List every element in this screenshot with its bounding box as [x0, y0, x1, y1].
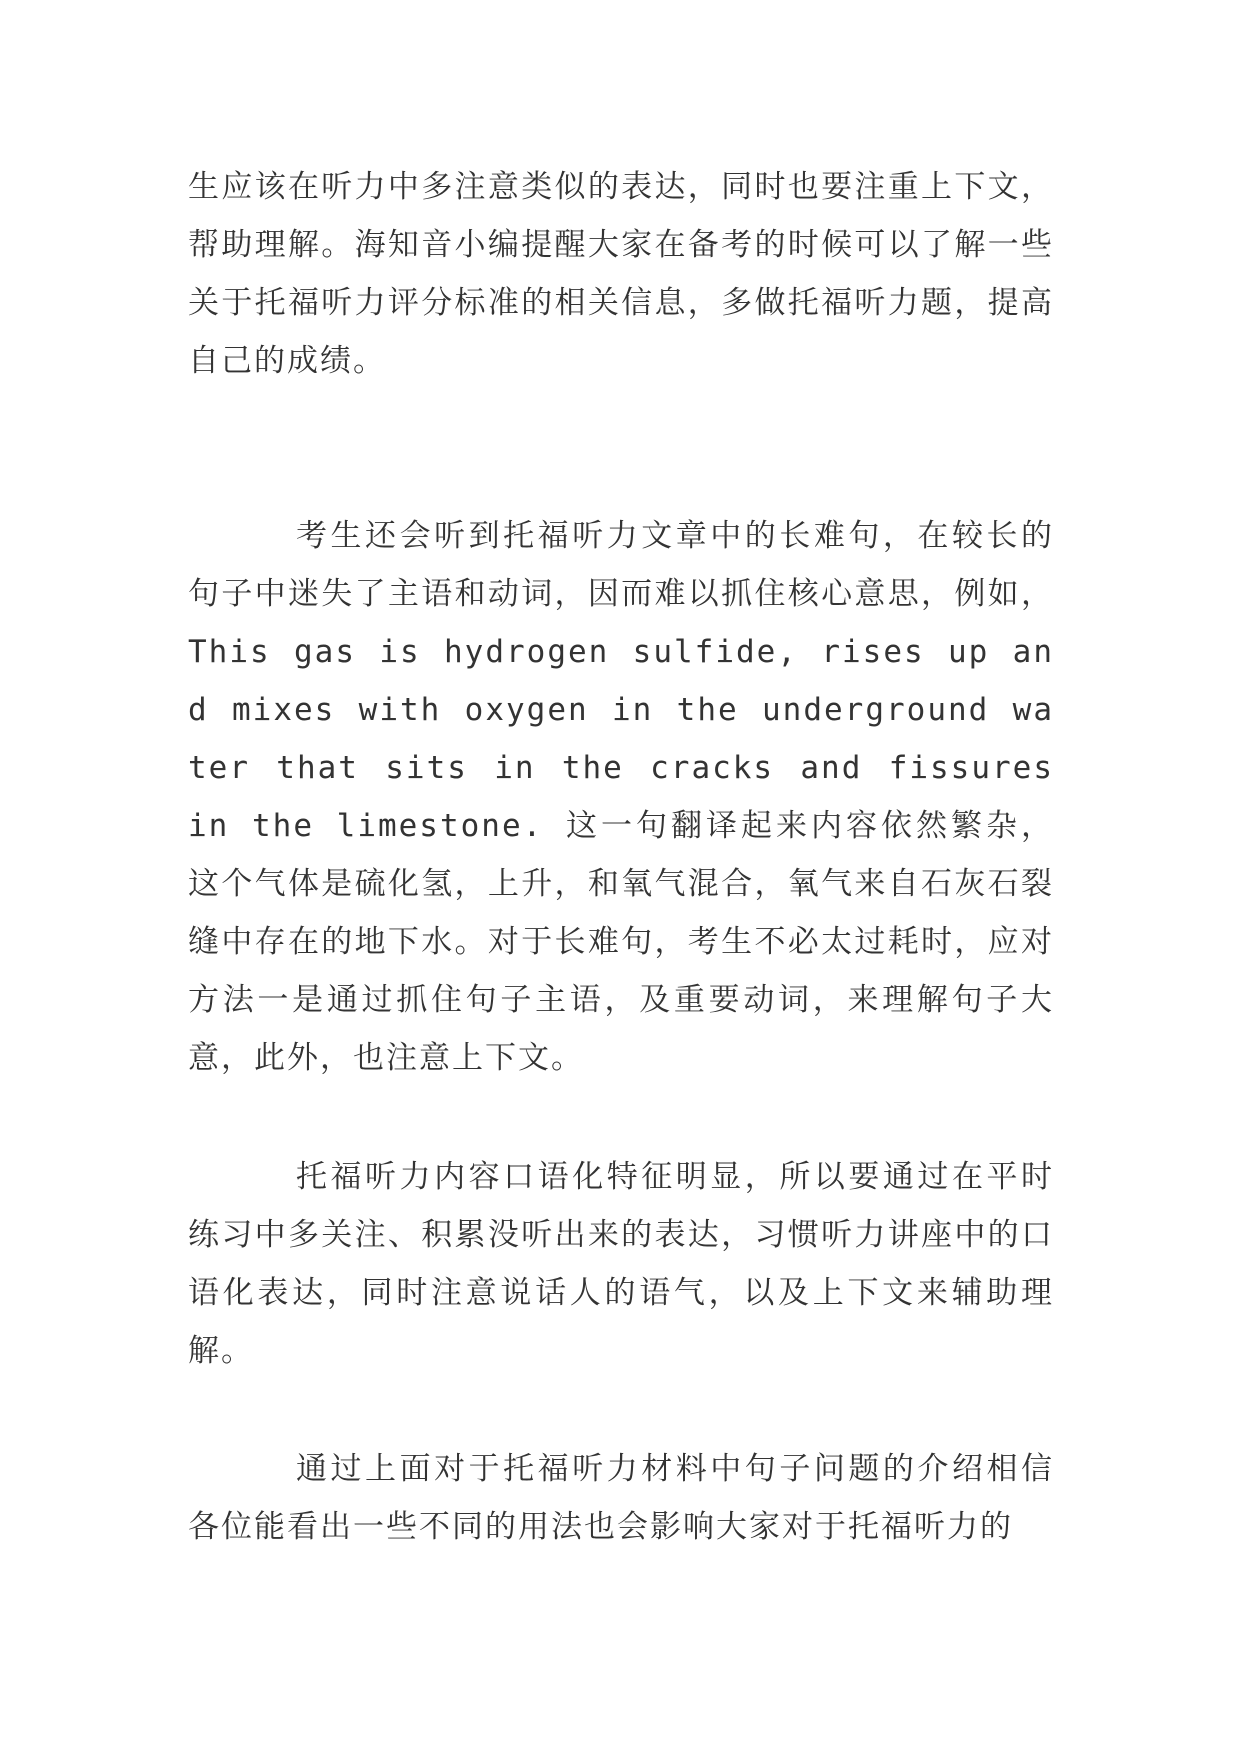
paragraph-continued: 生应该在听力中多注意类似的表达，同时也要注重上下文，帮助理解。海知音小编提醒大家在备考的时候可以了解一些关于托福听力评分标准的相关信息，多做托福听力题，提高自己的成绩。	[188, 169, 1054, 379]
paragraph-conclusion: 通过上面对于托福听力材料中句子问题的介绍相信各位能看出一些不同的用法也会影响大家对于托福听力的	[188, 1451, 1054, 1545]
paragraph-colloquial: 托福听力内容口语化特征明显，所以要通过在平时练习中多关注、积累没听出来的表达，习惯听力讲座中的口语化表达，同时注意说话人的语气，以及上下文来辅助理解。	[188, 1159, 1054, 1369]
paragraph-long-sentences: 考生还会听到托福听力文章中的长难句，在较长的句子中迷失了主语和动词，因而难以抓住核心意思，例如，This gas is hydrogen sulfide, rises up and mixes with oxygen in the underground water that sits in the cracks and fissures in the limestone. 这一句翻译起来内容依然繁杂，这个气体是硫化氢，上升，和氧气混合，氧气来自石灰石裂缝中存在的地下水。对于长难句，考生不必太过耗时，应对方法一是通过抓住句子主语，及重要动词，来理解句子大意，此外，也注意上下文。	[188, 518, 1054, 1076]
